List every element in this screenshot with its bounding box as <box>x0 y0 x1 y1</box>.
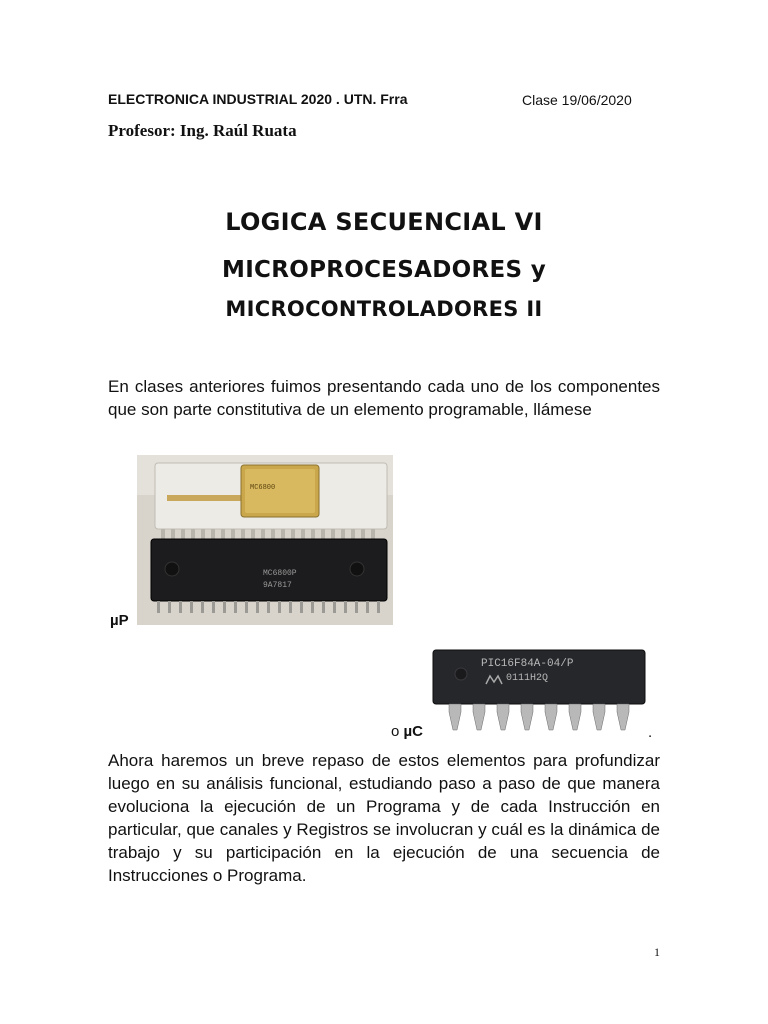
mcu-date-code: 0111H2Q <box>506 673 549 684</box>
microcontroller-prefix: o <box>391 723 400 740</box>
course-header: ELECTRONICA INDUSTRIAL 2020 . UTN. Frra <box>108 91 408 107</box>
review-paragraph: Ahora haremos un breve repaso de estos elementos para profundizar luego en su análisis funcional, estudiando paso a paso de que manera evoluciona la ejecución de un Programa y de cada Instrucción en particular, que canales y Registros se involucran y cuál es la dinámica de trabajo y su participación en la ejecución de una secuencia de Instrucciones o Programa. <box>108 751 660 885</box>
microcontroller-label-line <box>391 723 423 740</box>
trailing-period: . <box>648 724 653 741</box>
microprocessor-label: µP <box>110 612 129 629</box>
class-date: Clase 19/06/2020 <box>522 92 632 108</box>
microcontroller-label: µC <box>403 723 423 740</box>
plastic-chip-code: 9A7817 <box>263 581 292 590</box>
intro-paragraph: En clases anteriores fuimos presentando cada uno de los componentes que son parte constitutiva de un elemento programable, llámese <box>108 377 660 419</box>
microcontroller-photo <box>431 648 648 736</box>
professor-name: Profesor: Ing. Raúl Ruata <box>108 121 297 140</box>
title-line-3: MICROCONTROLADORES II <box>225 297 543 321</box>
microprocessor-photo <box>137 455 393 625</box>
mcu-part-number: PIC16F84A-04/P <box>481 658 574 670</box>
plastic-chip-brand: MC6800P <box>263 569 297 578</box>
title-line-2: MICROPROCESADORES y <box>222 257 546 283</box>
ceramic-chip-marking: MC6800 <box>250 484 276 492</box>
title-line-1: LOGICA SECUENCIAL VI <box>225 208 543 236</box>
page-number: 1 <box>654 945 660 959</box>
